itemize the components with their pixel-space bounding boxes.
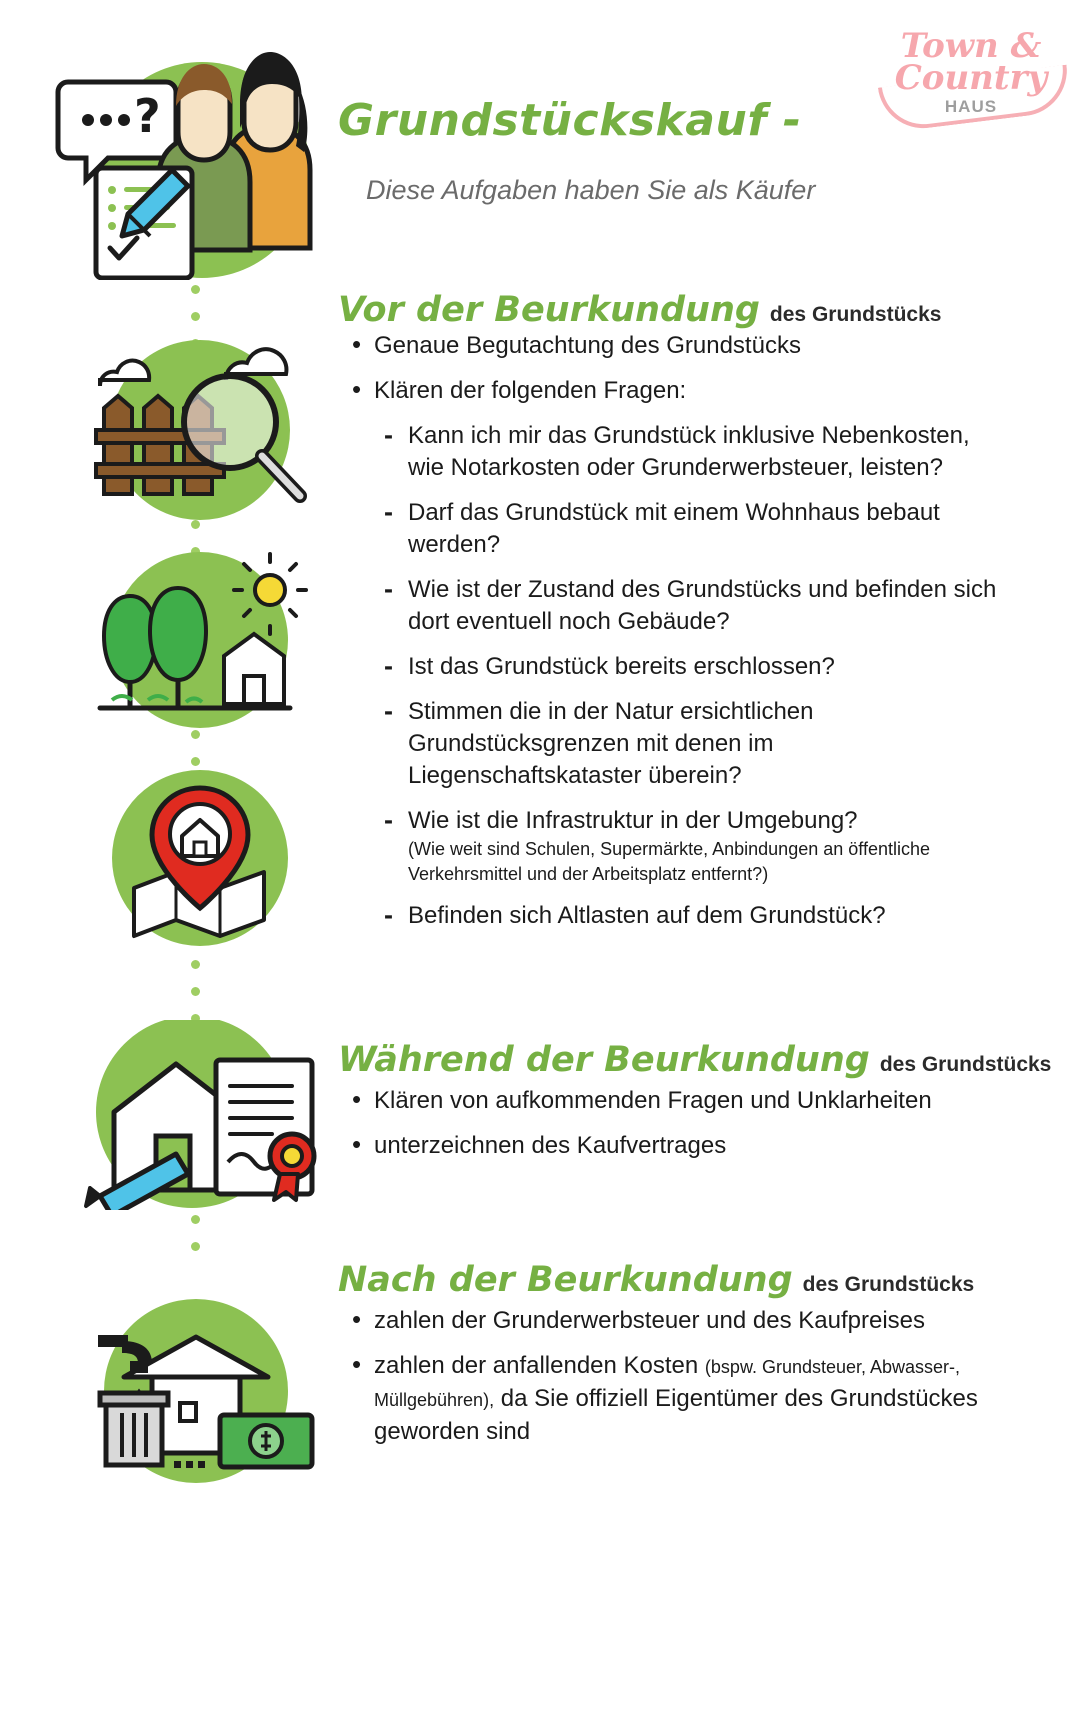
list-item-text: zahlen der Grunderwerbsteuer und des Kaufpreises xyxy=(374,1307,925,1334)
dotted-connector-5 xyxy=(190,1215,200,1251)
page-subtitle: Diese Aufgaben haben Sie als Käufer xyxy=(366,175,816,205)
list-item-text: Klären der folgenden Fragen: xyxy=(374,377,687,404)
bullet-list-waehrend xyxy=(352,1085,1012,1175)
bullet-dot: • xyxy=(352,374,362,404)
svg-text:?: ? xyxy=(134,89,161,143)
dotted-connector-4 xyxy=(190,960,200,1023)
utilities-money-icon xyxy=(70,1295,330,1485)
list-item xyxy=(352,1085,1012,1116)
list-item-text: Darf das Grundstück mit einem Wohnhaus bebaut werden? xyxy=(408,499,940,558)
couple-question-icon xyxy=(30,20,330,280)
map-location-pin-icon xyxy=(78,770,318,950)
list-item xyxy=(384,900,1012,932)
list-item xyxy=(384,805,1012,887)
header xyxy=(0,0,1090,300)
list-item xyxy=(352,375,1012,406)
bullet-dot: • xyxy=(352,1304,362,1334)
section-heading-waehrend-suffix: des Grundstücks xyxy=(879,1053,1052,1076)
section-heading-vor-script: Vor der Beurkundung xyxy=(338,290,760,330)
list-item xyxy=(352,1350,1012,1447)
section-heading-nach-suffix: des Grundstücks xyxy=(802,1273,975,1296)
list-item-text: Klären von aufkommenden Fragen und Unklarheiten xyxy=(374,1087,932,1114)
dash-marker: - xyxy=(384,497,393,527)
dash-marker: - xyxy=(384,651,393,681)
bullet-list-vor xyxy=(352,330,1012,945)
list-item xyxy=(352,1305,1012,1336)
list-item-text: Befinden sich Altlasten auf dem Grundstück? xyxy=(408,902,886,929)
bullet-dot: • xyxy=(352,1084,362,1114)
list-item xyxy=(384,696,1012,792)
fence-magnifier-icon xyxy=(78,340,318,530)
dash-marker: - xyxy=(384,900,393,930)
bullet-dot: • xyxy=(352,329,362,359)
brand-logo xyxy=(876,26,1066,145)
contract-house-seal-icon xyxy=(70,1020,330,1210)
bullet-dot: • xyxy=(352,1349,362,1379)
bullet-list-nach xyxy=(352,1305,1012,1461)
dash-marker: - xyxy=(384,574,393,604)
list-item-text: Kann ich mir das Grundstück inklusive Nebenkosten, wie Notarkosten oder Grunderwerbsteuer, leisten? xyxy=(408,422,970,481)
list-item xyxy=(352,1130,1012,1161)
section-heading-nach xyxy=(338,1260,974,1300)
list-item-text: Ist das Grundstück bereits erschlossen? xyxy=(408,653,835,680)
list-item xyxy=(384,497,1012,561)
list-item-text: Stimmen die in der Natur ersichtlichen Grundstücksgrenzen mit denen im Liegenschaftskataster überein? xyxy=(408,698,814,789)
list-item-text: unterzeichnen des Kaufvertrages xyxy=(374,1132,727,1159)
list-item-text-part1: zahlen der anfallenden Kosten xyxy=(374,1352,705,1379)
dash-marker: - xyxy=(384,696,393,726)
logo-line-1: Town & xyxy=(900,26,1042,66)
list-item-text: Wie ist der Zustand des Grundstücks und befinden sich dort eventuell noch Gebäude? xyxy=(408,576,997,635)
list-item-text: Wie ist die Infrastruktur in der Umgebung? xyxy=(408,807,858,834)
dash-marker: - xyxy=(384,805,393,835)
section-heading-waehrend-script: Während der Beurkundung xyxy=(338,1040,870,1080)
dash-marker: - xyxy=(384,420,393,450)
list-item xyxy=(352,330,1012,361)
bullet-dot: • xyxy=(352,1129,362,1159)
section-heading-vor-suffix: des Grundstücks xyxy=(769,303,942,326)
list-item xyxy=(384,574,1012,638)
logo-line-2: Country xyxy=(894,58,1048,99)
dotted-connector-1 xyxy=(190,285,200,348)
section-heading-waehrend xyxy=(338,1040,1051,1080)
list-item-note: (Wie weit sind Schulen, Supermärkte, Anbindungen an öffentliche Verkehrsmittel und der Arbeitsplatz entfernt?) xyxy=(408,839,930,884)
list-item-text: Genaue Begutachtung des Grundstücks xyxy=(374,332,801,359)
logo-line-3: HAUS xyxy=(944,96,998,116)
page-title: Grundstückskauf - xyxy=(338,95,802,146)
list-item-text-small: (bspw. Grundsteuer, Abwasser-, Müllgebühren), xyxy=(374,1357,961,1410)
section-heading-nach-script: Nach der Beurkundung xyxy=(338,1260,793,1300)
list-item-text-part2: da Sie offiziell Eigentümer des Grundstückes geworden sind xyxy=(374,1385,978,1445)
list-item xyxy=(384,651,1012,683)
section-heading-vor xyxy=(338,290,941,330)
trees-house-sun-icon xyxy=(78,552,318,732)
sub-list-questions xyxy=(384,420,1012,932)
list-item xyxy=(384,420,1012,484)
